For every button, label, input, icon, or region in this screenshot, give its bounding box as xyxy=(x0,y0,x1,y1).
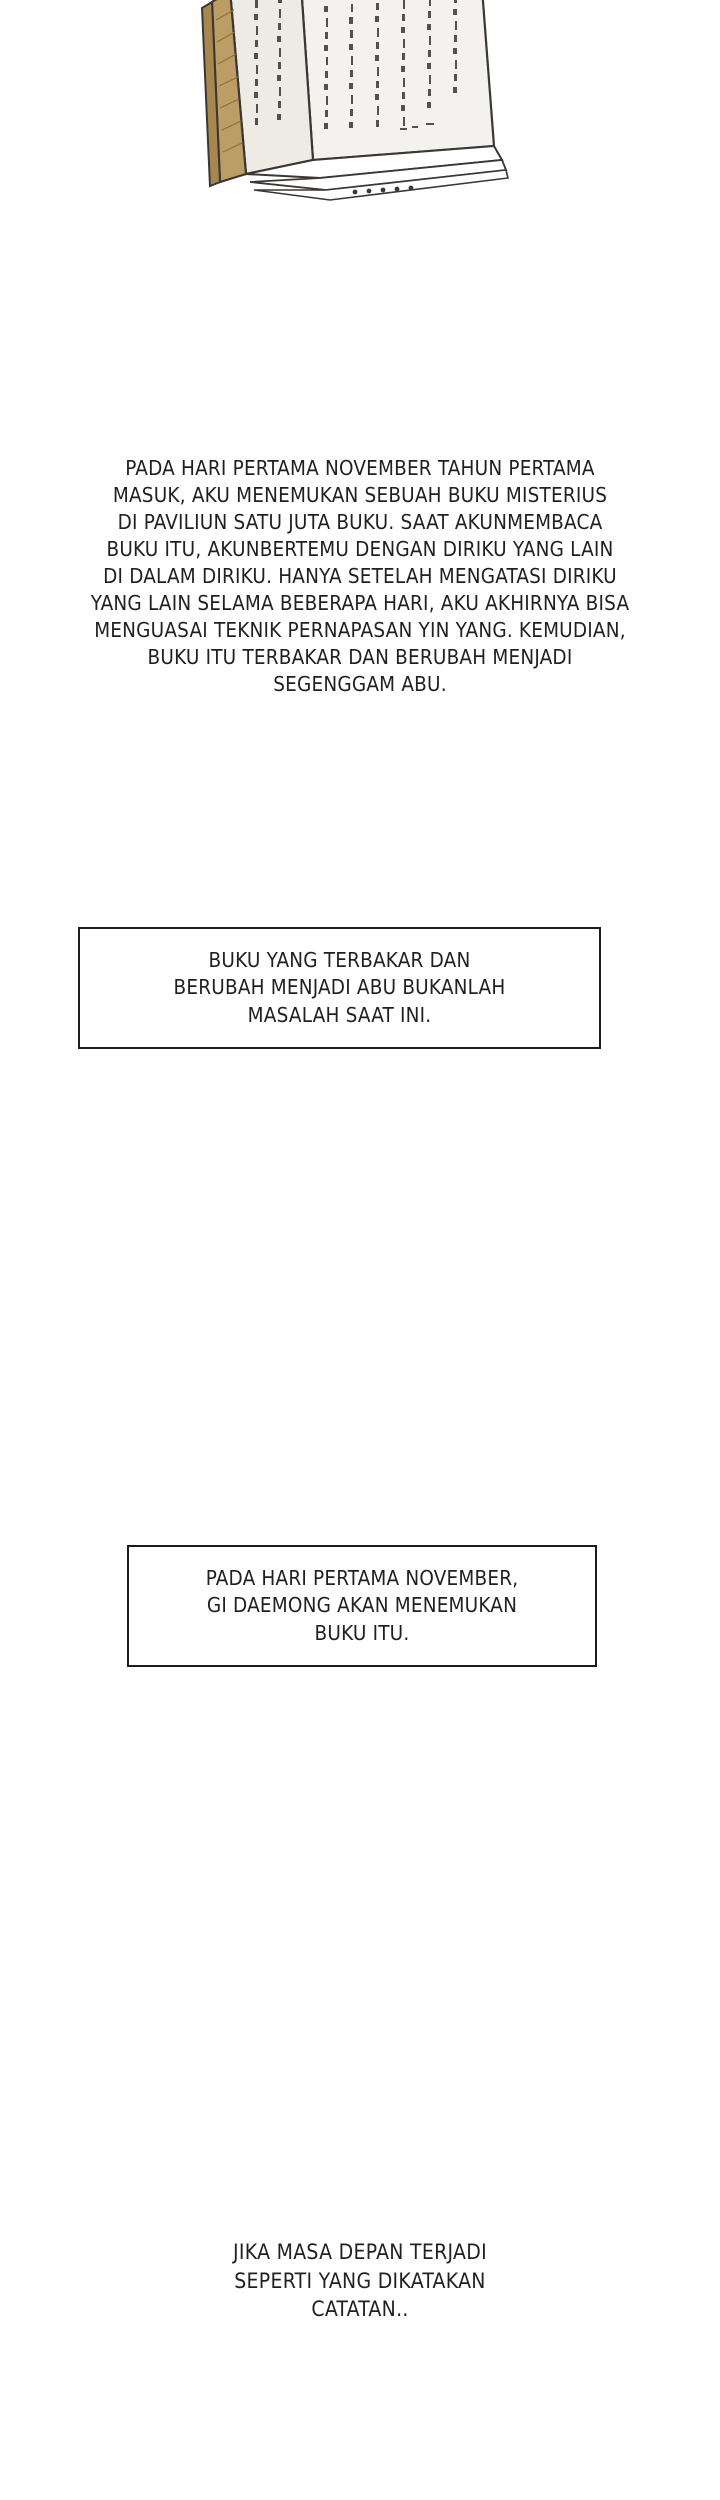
bubble-line: BERUBAH MENJADI ABU BUKANLAH xyxy=(173,975,506,1000)
speech-bubble-text xyxy=(192,1565,533,1647)
bubble-line: BUKU ITU. xyxy=(314,1620,410,1645)
bubble-line: PADA HARI PERTAMA NOVEMBER, xyxy=(205,1565,519,1590)
narration-line: DI PAVILIUN SATU JUTA BUKU. SAAT AKUNMEMBACA xyxy=(117,510,603,535)
narration-line: DI DALAM DIRIKU. HANYA SETELAH MENGATASI DIRIKU xyxy=(103,564,617,589)
narration-line: PADA HARI PERTAMA NOVEMBER TAHUN PERTAMA xyxy=(125,456,595,480)
narration-line: SEGENGGAM ABU. xyxy=(273,672,447,697)
narration-line: YANG LAIN SELAMA BEBERAPA HARI, AKU AKHIRNYA BISA xyxy=(90,591,630,616)
narration-bottom-line: SEPERTI YANG DIKATAKAN xyxy=(234,2268,486,2293)
speech-bubble-second xyxy=(127,1545,597,1667)
narration-line: BUKU ITU, AKUNBERTEMU DENGAN DIRIKU YANG LAIN xyxy=(106,537,614,562)
bubble-line: MASALAH SAAT INI. xyxy=(247,1002,432,1027)
narration-bottom-line: CATATAN.. xyxy=(311,2297,409,2322)
narration-line: MENGUASAI TEKNIK PERNAPASAN YIN YANG. KEMUDIAN, xyxy=(94,618,626,643)
open-book-illustration xyxy=(150,0,570,320)
speech-bubble-first xyxy=(78,927,601,1049)
narration-text xyxy=(20,455,700,698)
narration-bottom-line: JIKA MASA DEPAN TERJADI xyxy=(233,2240,487,2264)
narration-bottom-text xyxy=(20,2238,700,2324)
bubble-line: BUKU YANG TERBAKAR DAN xyxy=(208,947,471,972)
narration-line: MASUK, AKU MENEMUKAN SEBUAH BUKU MISTERIUS xyxy=(112,483,608,508)
bubble-line: GI DAEMONG AKAN MENEMUKAN xyxy=(206,1593,518,1618)
narration-line: BUKU ITU TERBAKAR DAN BERUBAH MENJADI xyxy=(147,645,573,670)
speech-bubble-text xyxy=(160,947,520,1029)
